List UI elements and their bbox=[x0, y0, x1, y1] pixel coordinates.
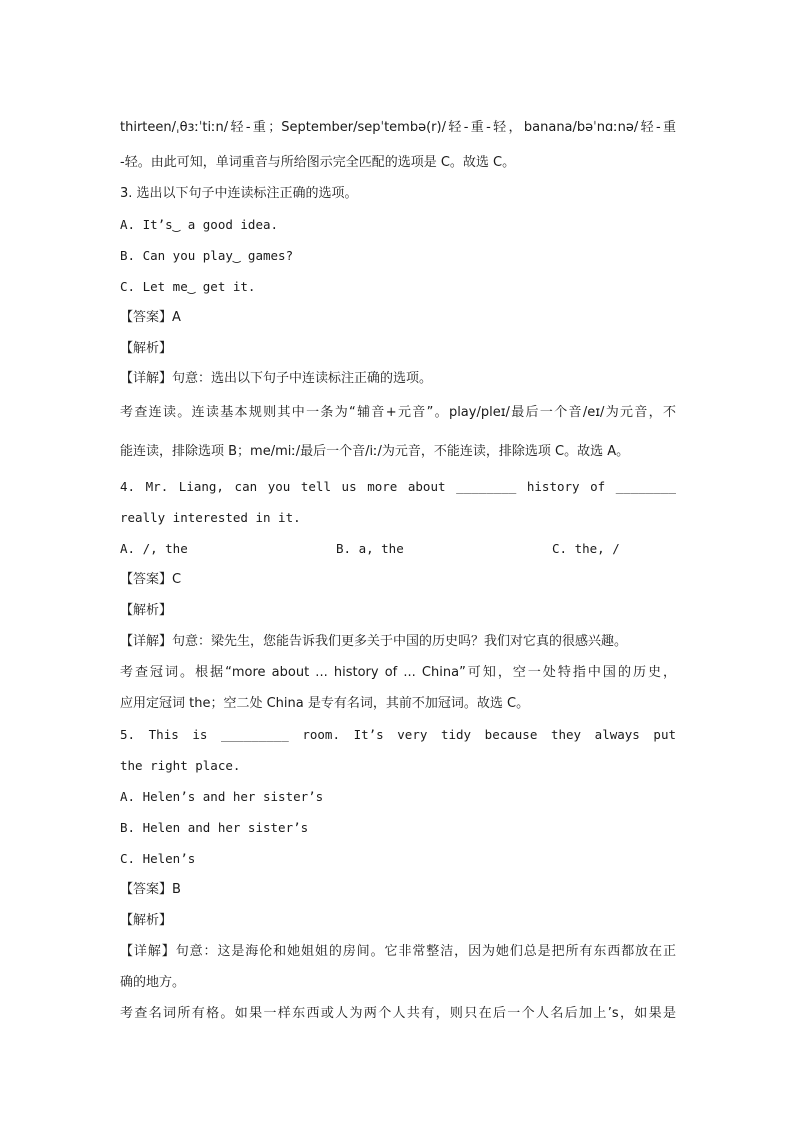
q5-detail-line-1: 【详解】句意：这是海伦和她姐姐的房间。它非常整洁，因为她们总是把所有东西都放在正 bbox=[120, 944, 676, 959]
q5-option-c: C. Helen’s bbox=[120, 851, 196, 866]
q5-answer: 【答案】B bbox=[120, 882, 181, 897]
q4-answer: 【答案】C bbox=[120, 572, 182, 587]
q5-stem-line-1: 5. This is _________ room. It’s very tidy because they always put bbox=[120, 727, 676, 742]
q4-explain-line-1: 考查冠词。根据“more about ... history of ... China”可知，空一处特指中国的历史， bbox=[120, 665, 676, 680]
q5-detail-line-2: 确的地方。 bbox=[120, 975, 186, 990]
q3-explain-line-2: 能连读，排除选项 B；me/miː/最后一个音/iː/为元音，不能连读，排除选项 C。故选 A。 bbox=[120, 444, 630, 459]
q3-stem: 3. 选出以下句子中连读标注正确的选项。 bbox=[120, 186, 358, 201]
q3-detail: 【详解】句意：选出以下句子中连读标注正确的选项。 bbox=[120, 371, 433, 386]
q5-option-b: B. Helen and her sister’s bbox=[120, 820, 309, 835]
q4-explain-line-2: 应用定冠词 the；空二处 China 是专有名词，其前不加冠词。故选 C。 bbox=[120, 696, 530, 711]
q3-analysis-label: 【解析】 bbox=[120, 341, 173, 356]
q5-analysis-label: 【解析】 bbox=[120, 913, 173, 928]
q4-stem-line-2: really interested in it. bbox=[120, 510, 301, 525]
q4-option-c: C. the, / bbox=[552, 541, 620, 556]
q2-explain-line-2: -轻。由此可知，单词重音与所给图示完全匹配的选项是 C。故选 C。 bbox=[120, 155, 516, 170]
q4-analysis-label: 【解析】 bbox=[120, 603, 173, 618]
q5-option-a: A. Helen’s and her sister’s bbox=[120, 789, 324, 804]
q2-explain-line-1: thirteen/ˌθɜːˈtiːn/轻-重；September/sepˈtembə(r)/轻-重-轻，banana/bəˈnɑːnə/轻-重 bbox=[120, 120, 676, 135]
q5-explain-line-1: 考查名词所有格。如果一样东西或人为两个人共有，则只在后一个人名后加上’s，如果是 bbox=[120, 1006, 676, 1021]
q4-detail: 【详解】句意：梁先生，您能告诉我们更多关于中国的历史吗？我们对它真的很感兴趣。 bbox=[120, 634, 628, 649]
q4-option-b: B. a, the bbox=[336, 541, 404, 556]
q3-answer: 【答案】A bbox=[120, 310, 181, 325]
q3-option-a: A. It’s‿ a good idea. bbox=[120, 217, 279, 232]
q3-option-b: B. Can you play‿ games? bbox=[120, 248, 294, 263]
q4-stem-line-1: 4. Mr. Liang, can you tell us more about ________ history of ________ bbox=[120, 479, 676, 494]
q3-explain-line-1: 考查连读。连读基本规则其中一条为“辅音+元音”。play/pleɪ/最后一个音/eɪ/为元音，不 bbox=[120, 405, 676, 420]
q3-option-c: C. Let me‿ get it. bbox=[120, 279, 256, 294]
document-body bbox=[120, 108, 676, 1029]
q4-option-a: A. /, the bbox=[120, 541, 188, 556]
q4-options bbox=[120, 533, 676, 564]
q5-stem-line-2: the right place. bbox=[120, 758, 241, 773]
